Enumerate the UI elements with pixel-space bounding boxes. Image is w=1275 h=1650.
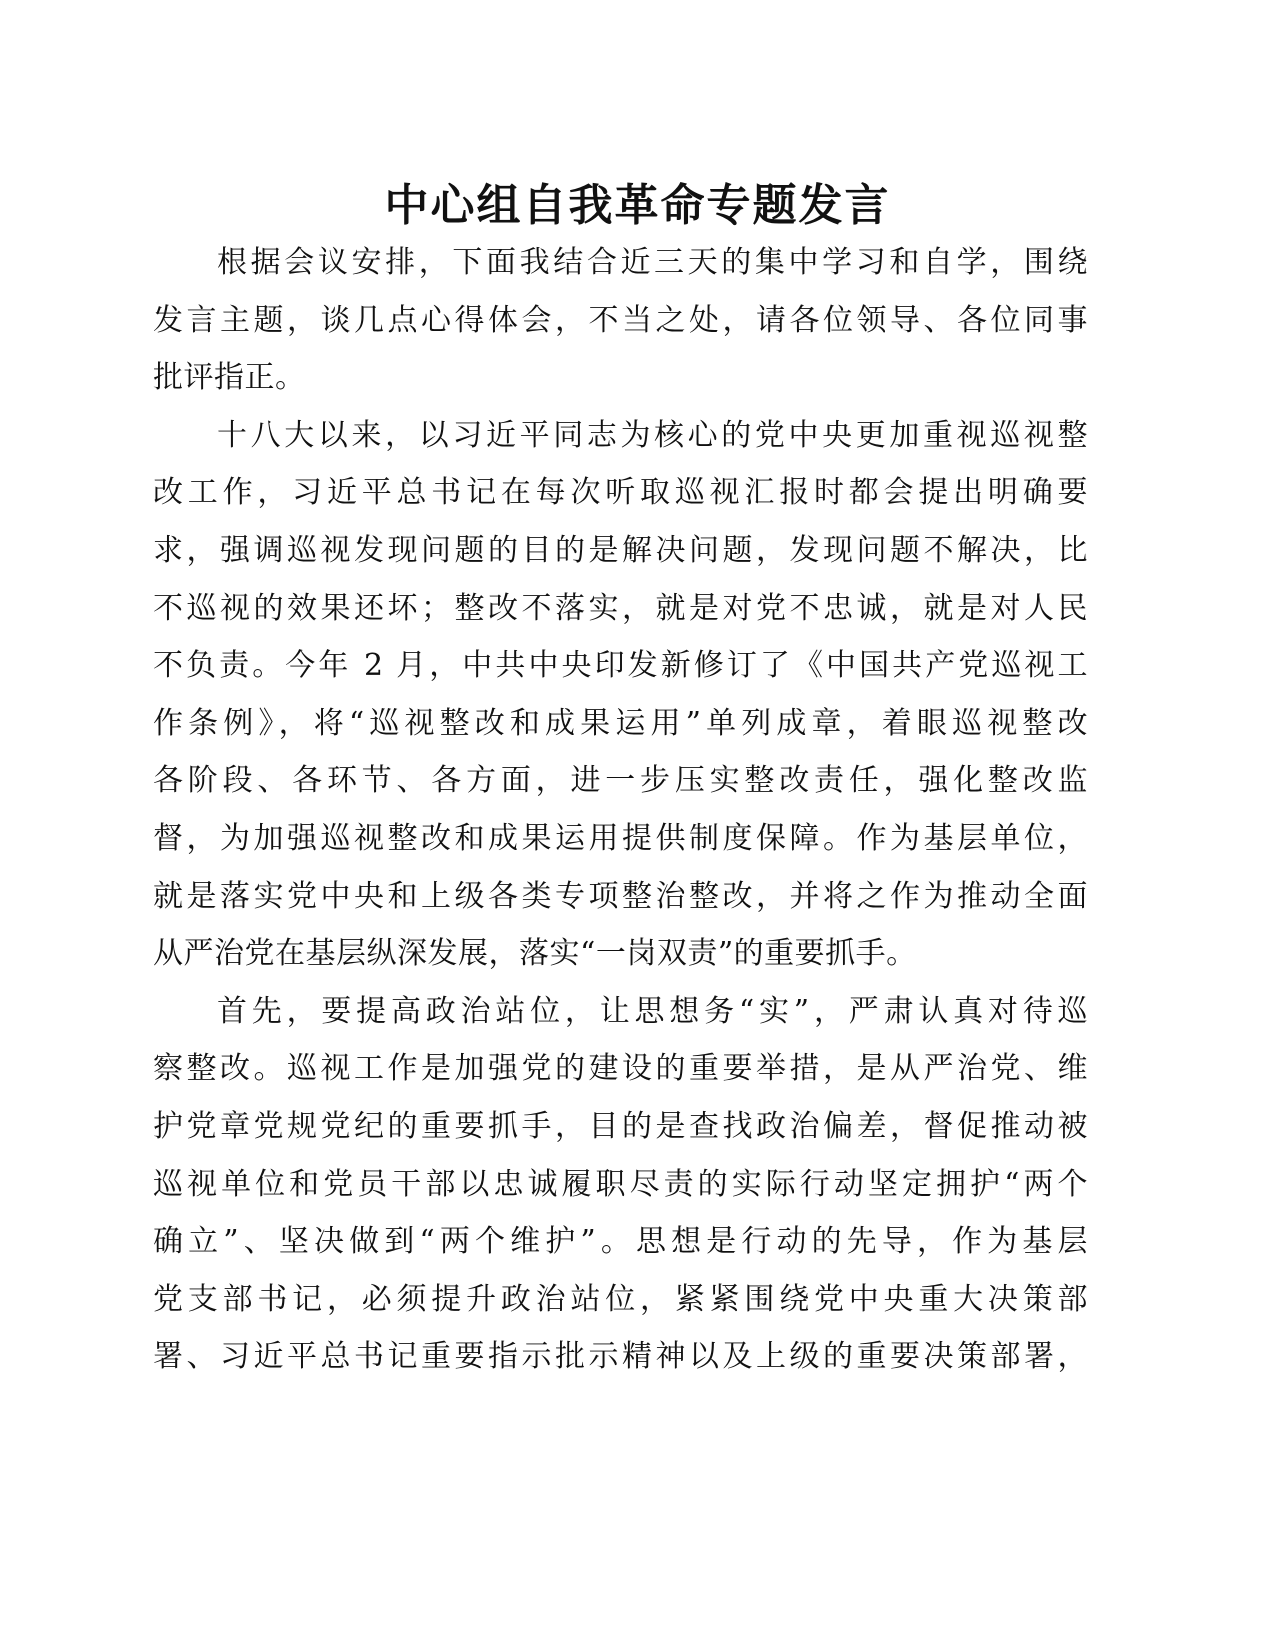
text-line: 确立”、坚决做到“两个维护”。思想是行动的先导，作为基层	[153, 1224, 1088, 1260]
text-line: 发言主题，谈几点心得体会，不当之处，请各位领导、各位同事	[153, 302, 1088, 338]
text-line: 改工作，习近平总书记在每次听取巡视汇报时都会提出明确要	[153, 475, 1088, 511]
text-line: 党支部书记，必须提升政治站位，紧紧围绕党中央重大决策部	[153, 1281, 1088, 1317]
text-line: 不负责。今年 2 月，中共中央印发新修订了《中国共产党巡视工	[153, 648, 1088, 684]
text-line: 不巡视的效果还坏；整改不落实，就是对党不忠诚，就是对人民	[153, 590, 1088, 626]
text-line: 察整改。巡视工作是加强党的建设的重要举措，是从严治党、维	[153, 1051, 1088, 1087]
text-line: 根据会议安排，下面我结合近三天的集中学习和自学，围绕	[217, 245, 1088, 280]
document-title: 中心组自我革命专题发言	[384, 180, 891, 231]
text-line: 批评指正。	[153, 360, 306, 396]
text-line: 署、习近平总书记重要指示批示精神以及上级的重要决策部署，	[153, 1339, 1088, 1375]
text-line: 作条例》，将“巡视整改和成果运用”单列成章，着眼巡视整改	[153, 705, 1088, 741]
text-line: 各阶段、各环节、各方面，进一步压实整改责任，强化整改监	[153, 763, 1088, 799]
text-line: 求，强调巡视发现问题的目的是解决问题，发现问题不解决，比	[153, 532, 1088, 568]
text-line: 督，为加强巡视整改和成果运用提供制度保障。作为基层单位，	[153, 820, 1088, 856]
document-body	[153, 234, 1088, 1386]
text-line: 就是落实党中央和上级各类专项整治整改，并将之作为推动全面	[153, 878, 1088, 914]
text-line: 首先，要提高政治站位，让思想务“实”，严肃认真对待巡	[217, 993, 1088, 1029]
text-line: 护党章党规党纪的重要抓手，目的是查找政治偏差，督促推动被	[153, 1108, 1088, 1144]
text-line: 十八大以来，以习近平同志为核心的党中央更加重视巡视整	[217, 417, 1088, 453]
text-line: 从严治党在基层纵深发展，落实“一岗双责”的重要抓手。	[153, 936, 917, 972]
text-line: 巡视单位和党员干部以忠诚履职尽责的实际行动坚定拥护“两个	[153, 1166, 1088, 1202]
